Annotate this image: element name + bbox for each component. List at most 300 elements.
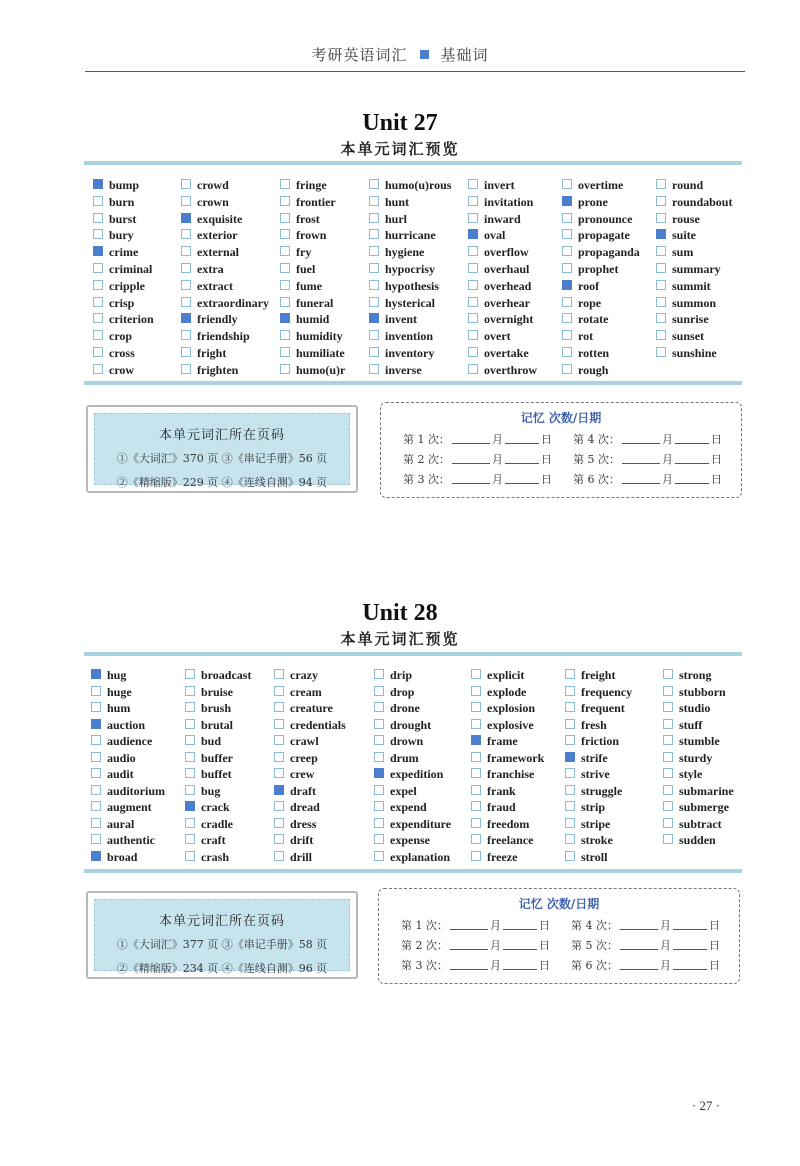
checkbox[interactable]: [374, 818, 384, 828]
checkbox[interactable]: [369, 263, 379, 273]
checkbox[interactable]: [562, 229, 572, 239]
month-field[interactable]: [620, 920, 658, 930]
checkbox[interactable]: [369, 229, 379, 239]
checkbox[interactable]: [468, 297, 478, 307]
word-label: sturdy: [679, 750, 713, 765]
word-label: drum: [390, 750, 419, 765]
month-field[interactable]: [450, 920, 488, 930]
checkbox[interactable]: [374, 669, 384, 679]
word-label: suite: [672, 228, 696, 243]
checkbox[interactable]: [565, 719, 575, 729]
word-label: subtract: [679, 816, 722, 831]
checkbox[interactable]: [274, 702, 284, 712]
checkbox[interactable]: [656, 347, 666, 357]
word-label: inward: [484, 211, 521, 226]
word-label: prone: [578, 194, 608, 209]
day-field[interactable]: [673, 940, 707, 950]
checkbox[interactable]: [369, 297, 379, 307]
day-field[interactable]: [673, 920, 707, 930]
checkbox[interactable]: [274, 669, 284, 679]
memory-log-row: [403, 451, 743, 467]
checkbox[interactable]: [280, 364, 290, 374]
checkbox[interactable]: [185, 686, 195, 696]
checkbox[interactable]: [656, 196, 666, 206]
checkbox[interactable]: [181, 347, 191, 357]
word-label: summon: [672, 295, 717, 310]
word-label: aural: [107, 816, 135, 831]
word-label: submerge: [679, 800, 729, 814]
checkbox[interactable]: [91, 702, 101, 712]
checked-checkbox[interactable]: [91, 719, 101, 729]
checkbox[interactable]: [471, 818, 481, 828]
checkbox[interactable]: [181, 263, 191, 273]
checked-checkbox[interactable]: [565, 752, 575, 762]
month-field[interactable]: [622, 474, 660, 484]
checkbox[interactable]: [274, 818, 284, 828]
checkbox[interactable]: [93, 229, 103, 239]
checkbox[interactable]: [565, 801, 575, 811]
word-label: franchise: [487, 767, 535, 781]
checkbox[interactable]: [565, 768, 575, 778]
word-label: expense: [390, 833, 430, 847]
bottom-band: [84, 381, 742, 385]
word-label: overhear: [484, 295, 530, 310]
word-label: pronounce: [578, 211, 633, 226]
checkbox[interactable]: [374, 851, 384, 861]
word-label: cradle: [201, 816, 233, 831]
word-label: frank: [487, 783, 516, 798]
checkbox[interactable]: [93, 196, 103, 206]
day-field[interactable]: [505, 434, 539, 444]
checkbox[interactable]: [468, 280, 478, 290]
word-label: rotate: [578, 312, 609, 327]
checkbox[interactable]: [369, 347, 379, 357]
month-field[interactable]: [450, 940, 488, 950]
checkbox[interactable]: [374, 834, 384, 844]
memory-log-row: [401, 937, 741, 953]
checkbox[interactable]: [181, 229, 191, 239]
checkbox[interactable]: [280, 330, 290, 340]
checkbox[interactable]: [471, 768, 481, 778]
checkbox[interactable]: [280, 196, 290, 206]
word-label: explosive: [487, 717, 534, 732]
checkbox[interactable]: [369, 213, 379, 223]
checked-checkbox[interactable]: [91, 669, 101, 679]
checkbox[interactable]: [562, 364, 572, 374]
page-reference-panel: [94, 413, 350, 489]
checkbox[interactable]: [91, 686, 101, 696]
checkbox[interactable]: [656, 297, 666, 307]
checkbox[interactable]: [93, 263, 103, 273]
header-divider: [85, 71, 745, 72]
checkbox[interactable]: [471, 719, 481, 729]
checkbox[interactable]: [185, 768, 195, 778]
checkbox[interactable]: [374, 719, 384, 729]
checkbox[interactable]: [374, 801, 384, 811]
checkbox[interactable]: [468, 364, 478, 374]
checkbox[interactable]: [181, 364, 191, 374]
checkbox[interactable]: [91, 785, 101, 795]
checkbox[interactable]: [93, 297, 103, 307]
checkbox[interactable]: [93, 280, 103, 290]
word-label: rough: [578, 362, 609, 377]
checked-checkbox[interactable]: [185, 801, 195, 811]
word-label: huge: [107, 684, 132, 699]
month-label: 月: [492, 453, 503, 466]
checkbox[interactable]: [274, 735, 284, 745]
checked-checkbox[interactable]: [93, 179, 103, 189]
word-label: explanation: [390, 849, 451, 864]
word-label: overthrow: [484, 362, 538, 377]
word-label: crisp: [109, 295, 135, 310]
word-label: explode: [487, 684, 527, 699]
word-label: overhaul: [484, 262, 530, 276]
checkbox[interactable]: [185, 719, 195, 729]
checkbox[interactable]: [471, 851, 481, 861]
checkbox[interactable]: [280, 263, 290, 273]
checkbox[interactable]: [471, 702, 481, 712]
checked-checkbox[interactable]: [468, 229, 478, 239]
checkbox[interactable]: [374, 752, 384, 762]
month-field[interactable]: [452, 434, 490, 444]
checked-checkbox[interactable]: [91, 851, 101, 861]
word-label: broad: [107, 849, 138, 864]
word-label: extra: [197, 262, 224, 276]
word-label: crime: [109, 245, 139, 260]
checkbox[interactable]: [274, 768, 284, 778]
checkbox[interactable]: [663, 752, 673, 762]
day-field[interactable]: [503, 940, 537, 950]
word-label: hum: [107, 701, 131, 715]
checkbox[interactable]: [185, 735, 195, 745]
checkbox[interactable]: [468, 246, 478, 256]
checkbox[interactable]: [468, 213, 478, 223]
word-label: strip: [581, 800, 605, 814]
checked-checkbox[interactable]: [93, 246, 103, 256]
checkbox[interactable]: [468, 196, 478, 206]
checkbox[interactable]: [374, 785, 384, 795]
word-label: cripple: [109, 278, 145, 293]
word-label: stumble: [679, 734, 720, 748]
checkbox[interactable]: [369, 196, 379, 206]
word-label: humo(u)r: [296, 362, 346, 377]
word-label: stripe: [581, 816, 611, 831]
day-label: 日: [709, 959, 720, 972]
checkbox[interactable]: [562, 347, 572, 357]
word-label: crown: [197, 194, 229, 209]
checkbox[interactable]: [663, 834, 673, 844]
checkbox[interactable]: [663, 785, 673, 795]
day-field[interactable]: [505, 474, 539, 484]
checkbox[interactable]: [471, 752, 481, 762]
word-label: drop: [390, 684, 415, 699]
checked-checkbox[interactable]: [374, 768, 384, 778]
checkbox[interactable]: [369, 280, 379, 290]
checkbox[interactable]: [93, 364, 103, 374]
checkbox[interactable]: [471, 834, 481, 844]
word-label: auction: [107, 717, 146, 732]
word-label: overt: [484, 329, 511, 344]
checkbox[interactable]: [93, 330, 103, 340]
day-field[interactable]: [675, 454, 709, 464]
checkbox[interactable]: [663, 686, 673, 696]
word-label: rouse: [672, 211, 700, 226]
checked-checkbox[interactable]: [369, 313, 379, 323]
checkbox[interactable]: [565, 686, 575, 696]
word-label: strive: [581, 767, 610, 781]
word-label: drill: [290, 849, 313, 864]
attempt-label: 第 4 次：: [573, 433, 620, 446]
checkbox[interactable]: [565, 735, 575, 745]
day-field[interactable]: [673, 960, 707, 970]
word-label: crack: [201, 800, 230, 814]
day-field[interactable]: [503, 920, 537, 930]
checkbox[interactable]: [468, 347, 478, 357]
word-label: credentials: [290, 717, 346, 732]
page-reference-title: 本单元词汇所在页码: [158, 914, 285, 929]
memory-log-title: 记忆 次数/日期: [518, 897, 600, 911]
word-label: hug: [107, 668, 127, 682]
checkbox[interactable]: [91, 752, 101, 762]
checkbox[interactable]: [471, 669, 481, 679]
checkbox[interactable]: [565, 834, 575, 844]
checkbox[interactable]: [471, 801, 481, 811]
page-number: · 27 ·: [691, 1098, 720, 1113]
word-label: buffer: [201, 750, 233, 765]
word-label: inverse: [385, 362, 422, 377]
checkbox[interactable]: [280, 280, 290, 290]
checkbox[interactable]: [562, 263, 572, 273]
word-label: rotten: [578, 346, 610, 360]
checkbox[interactable]: [656, 313, 666, 323]
word-label: friction: [581, 734, 619, 748]
checkbox[interactable]: [562, 213, 572, 223]
attempt-label: 第 5 次：: [573, 453, 620, 466]
checkbox[interactable]: [280, 246, 290, 256]
unit-subtitle: 本单元词汇预览: [340, 140, 460, 158]
checkbox[interactable]: [656, 280, 666, 290]
word-label: crazy: [290, 668, 318, 682]
word-label: freight: [581, 668, 616, 682]
checkbox[interactable]: [656, 263, 666, 273]
checkbox[interactable]: [274, 686, 284, 696]
memory-log-box: [380, 402, 742, 498]
checkbox[interactable]: [369, 179, 379, 189]
checkbox[interactable]: [471, 686, 481, 696]
checkbox[interactable]: [565, 669, 575, 679]
checked-checkbox[interactable]: [181, 313, 191, 323]
word-label: overtake: [484, 346, 529, 360]
page-reference-panel: [94, 899, 350, 975]
month-label: 月: [660, 939, 671, 952]
checkbox[interactable]: [274, 801, 284, 811]
checkbox[interactable]: [369, 330, 379, 340]
word-label: style: [679, 767, 703, 781]
checked-checkbox[interactable]: [656, 229, 666, 239]
month-field[interactable]: [620, 940, 658, 950]
day-field[interactable]: [675, 474, 709, 484]
checkbox[interactable]: [663, 818, 673, 828]
checkbox[interactable]: [565, 851, 575, 861]
page-header: [0, 44, 800, 74]
month-field[interactable]: [622, 454, 660, 464]
attempt-label: 第 2 次：: [401, 939, 448, 952]
square-icon: [420, 50, 429, 59]
checkbox[interactable]: [185, 752, 195, 762]
word-label: hurl: [385, 211, 408, 226]
word-label: hypothesis: [385, 278, 440, 293]
checkbox[interactable]: [663, 735, 673, 745]
checkbox[interactable]: [468, 313, 478, 323]
checkbox[interactable]: [91, 801, 101, 811]
checkbox[interactable]: [185, 851, 195, 861]
checked-checkbox[interactable]: [181, 213, 191, 223]
checkbox[interactable]: [656, 330, 666, 340]
word-label: hysterical: [385, 295, 435, 310]
checkbox[interactable]: [181, 297, 191, 307]
checkbox[interactable]: [471, 785, 481, 795]
checkbox[interactable]: [280, 229, 290, 239]
checkbox[interactable]: [185, 818, 195, 828]
word-label: inventory: [385, 346, 435, 360]
checkbox[interactable]: [468, 179, 478, 189]
day-label: 日: [711, 433, 722, 446]
checkbox[interactable]: [656, 246, 666, 256]
checkbox[interactable]: [185, 702, 195, 712]
checked-checkbox[interactable]: [471, 735, 481, 745]
checkbox[interactable]: [93, 347, 103, 357]
word-label: criterion: [109, 312, 154, 327]
checkbox[interactable]: [181, 179, 191, 189]
word-label: explicit: [487, 668, 525, 682]
word-label: creep: [290, 750, 318, 765]
word-label: invention: [385, 329, 434, 344]
checkbox[interactable]: [93, 313, 103, 323]
attempt-label: 第 2 次：: [403, 453, 450, 466]
checkbox[interactable]: [181, 280, 191, 290]
word-label: expenditure: [390, 816, 452, 831]
checkbox[interactable]: [280, 297, 290, 307]
checkbox[interactable]: [274, 834, 284, 844]
month-field[interactable]: [620, 960, 658, 970]
word-label: cross: [109, 346, 135, 360]
attempt-label: 第 1 次：: [401, 919, 448, 932]
checkbox[interactable]: [280, 179, 290, 189]
day-field[interactable]: [505, 454, 539, 464]
month-field[interactable]: [622, 434, 660, 444]
checkbox[interactable]: [91, 818, 101, 828]
checkbox[interactable]: [663, 719, 673, 729]
checkbox[interactable]: [468, 263, 478, 273]
word-label: hypocrisy: [385, 262, 436, 276]
checkbox[interactable]: [565, 785, 575, 795]
checkbox[interactable]: [374, 686, 384, 696]
checkbox[interactable]: [280, 347, 290, 357]
checkbox[interactable]: [656, 179, 666, 189]
day-field[interactable]: [675, 434, 709, 444]
bottom-band: [84, 869, 742, 873]
word-label: drip: [390, 668, 413, 682]
checkbox[interactable]: [185, 834, 195, 844]
checked-checkbox[interactable]: [274, 785, 284, 795]
checkbox[interactable]: [181, 330, 191, 340]
checkbox[interactable]: [369, 364, 379, 374]
word-label: craft: [201, 833, 226, 847]
checkbox[interactable]: [274, 851, 284, 861]
checkbox[interactable]: [565, 702, 575, 712]
word-label: hygiene: [385, 245, 425, 260]
checkbox[interactable]: [468, 330, 478, 340]
attempt-label: 第 1 次：: [403, 433, 450, 446]
checkbox[interactable]: [663, 768, 673, 778]
unit-subtitle: 本单元词汇预览: [340, 630, 460, 648]
checkbox[interactable]: [91, 768, 101, 778]
checkbox[interactable]: [369, 246, 379, 256]
word-label: cream: [290, 684, 322, 699]
word-label: crash: [201, 849, 229, 864]
checkbox[interactable]: [562, 297, 572, 307]
page-reference-line: ①《大词汇》370 页 ③《串记手册》56 页: [116, 452, 328, 465]
checkbox[interactable]: [91, 735, 101, 745]
word-label: bruise: [201, 684, 234, 699]
word-label: overhead: [484, 278, 532, 293]
memory-log-row: [401, 957, 741, 973]
checkbox[interactable]: [562, 246, 572, 256]
unit-title: Unit 28: [362, 600, 438, 626]
checkbox[interactable]: [565, 818, 575, 828]
word-label: frame: [487, 734, 518, 748]
checkbox[interactable]: [374, 702, 384, 712]
word-label: buffet: [201, 767, 232, 781]
checkbox[interactable]: [374, 735, 384, 745]
checkbox[interactable]: [91, 834, 101, 844]
checkbox[interactable]: [562, 313, 572, 323]
checkbox[interactable]: [181, 196, 191, 206]
checkbox[interactable]: [656, 213, 666, 223]
header-right-text: 基础词: [440, 46, 489, 64]
checkbox[interactable]: [663, 801, 673, 811]
word-label: audio: [107, 750, 136, 765]
word-label: exquisite: [197, 211, 243, 226]
checked-checkbox[interactable]: [280, 313, 290, 323]
attempt-label: 第 5 次：: [571, 939, 618, 952]
checkbox[interactable]: [562, 330, 572, 340]
checkbox[interactable]: [93, 213, 103, 223]
checkbox[interactable]: [185, 785, 195, 795]
day-field[interactable]: [503, 960, 537, 970]
checked-checkbox[interactable]: [562, 196, 572, 206]
unit-title: Unit 27: [362, 110, 438, 136]
checkbox[interactable]: [663, 702, 673, 712]
checkbox[interactable]: [280, 213, 290, 223]
month-field[interactable]: [452, 474, 490, 484]
word-label: audience: [107, 734, 153, 748]
word-label: extract: [197, 278, 233, 293]
word-label: exterior: [197, 228, 238, 243]
checkbox[interactable]: [274, 719, 284, 729]
checkbox[interactable]: [181, 246, 191, 256]
checkbox[interactable]: [185, 669, 195, 679]
word-label: crow: [109, 362, 135, 377]
checked-checkbox[interactable]: [562, 280, 572, 290]
month-field[interactable]: [450, 960, 488, 970]
month-field[interactable]: [452, 454, 490, 464]
word-label: sum: [672, 245, 694, 260]
checkbox[interactable]: [274, 752, 284, 762]
checkbox[interactable]: [562, 179, 572, 189]
word-label: sunshine: [672, 346, 717, 360]
checkbox[interactable]: [663, 669, 673, 679]
